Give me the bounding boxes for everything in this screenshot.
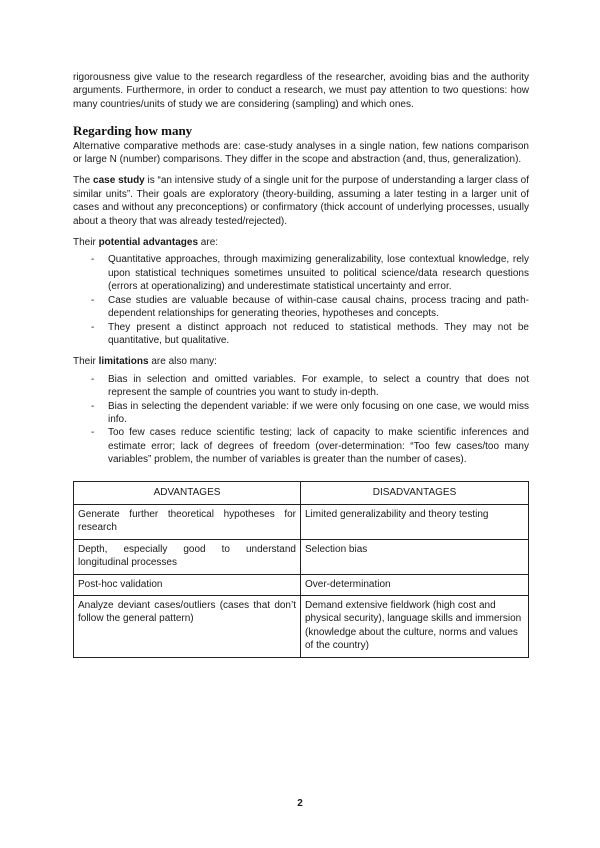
- table-cell: Post-hoc validation: [74, 574, 301, 595]
- table-header-row: [74, 481, 529, 504]
- advantages-list: [73, 253, 529, 347]
- table-row: [74, 595, 529, 657]
- table-row: [74, 539, 529, 574]
- table-cell: Depth, especially good to understand longitudinal processes: [74, 539, 301, 574]
- list-item: - Bias in selecting the dependent variable: if we were only focusing on one case, we would miss info.: [108, 400, 529, 427]
- list-item: - Quantitative approaches, through maximizing generalizability, lose contextual knowledge, rely upon statistical techniques sometimes unsuited to political science/data research questions (errors at operationalizing) and underestimate statistical uncertainty and error.: [108, 253, 529, 293]
- page-number: 2: [297, 798, 303, 809]
- table-cell: Generate further theoretical hypotheses for research: [74, 504, 301, 539]
- comparison-table: [73, 481, 529, 658]
- table-cell: Over-determination: [301, 574, 529, 595]
- advantages-intro: Their potential advantages are:: [73, 237, 219, 249]
- methods-paragraph: Alternative comparative methods are: case-study analyses in a single nation, few nations comparison or large N (number) comparisons. They differ in the scope and abstraction (and, thus, generalization).: [73, 140, 529, 166]
- table-row: [74, 574, 529, 595]
- list-item: - Too few cases reduce scientific testing; lack of capacity to make scientific inferences and estimate error; lack of degrees of freedom (over-determination: “Too few cases/too many variables” problem, the number of variables is greater than the number of cases).: [108, 426, 529, 466]
- table-cell: Demand extensive fieldwork (high cost and physical security), language skills and immersion (knowledge about the culture, norms and values of the country): [301, 595, 529, 657]
- table-cell: Limited generalizability and theory testing: [301, 504, 529, 539]
- limitations-intro: Their limitations are also many:: [73, 356, 217, 368]
- list-item: - Case studies are valuable because of within-case causal chains, process tracing and path-dependent relationships for generating theories, hypotheses and concepts.: [108, 294, 529, 321]
- limitations-list: [73, 373, 529, 467]
- header-advantages: ADVANTAGES: [74, 481, 301, 504]
- section-heading: Regarding how many: [73, 123, 193, 139]
- list-item: - They present a distinct approach not reduced to statistical methods. They may not be quantitative, but qualitative.: [108, 321, 529, 348]
- list-item: - Bias in selection and omitted variables. For example, to select a country that does not represent the sample of countries you want to study in-depth.: [108, 373, 529, 400]
- case-study-paragraph: The case study is “an intensive study of a single unit for the purpose of understanding a larger class of similar units”. Their goals are exploratory (theory-building, assuming a later testing in a larger unit of cases and without any preconceptions) or confirmatory (thick account of underlying processes, usually about a theory that was already tested/rejected).: [73, 175, 529, 227]
- case-study-term: case study: [93, 175, 145, 187]
- table-cell: Selection bias: [301, 539, 529, 574]
- intro-paragraph: rigorousness give value to the research regardless of the researcher, avoiding bias and the authority arguments. Furthermore, in order to conduct a research, we must pay attention to two questions: how many countries/units of study we are considering (sampling) and which ones.: [73, 72, 529, 110]
- table-row: [74, 504, 529, 539]
- limitations-term: limitations: [98, 356, 149, 368]
- advantages-term: potential advantages: [98, 237, 199, 249]
- page-content: [73, 71, 529, 658]
- table-cell: Analyze deviant cases/outliers (cases that don’t follow the general pattern): [74, 595, 301, 657]
- header-disadvantages: DISADVANTAGES: [301, 481, 529, 504]
